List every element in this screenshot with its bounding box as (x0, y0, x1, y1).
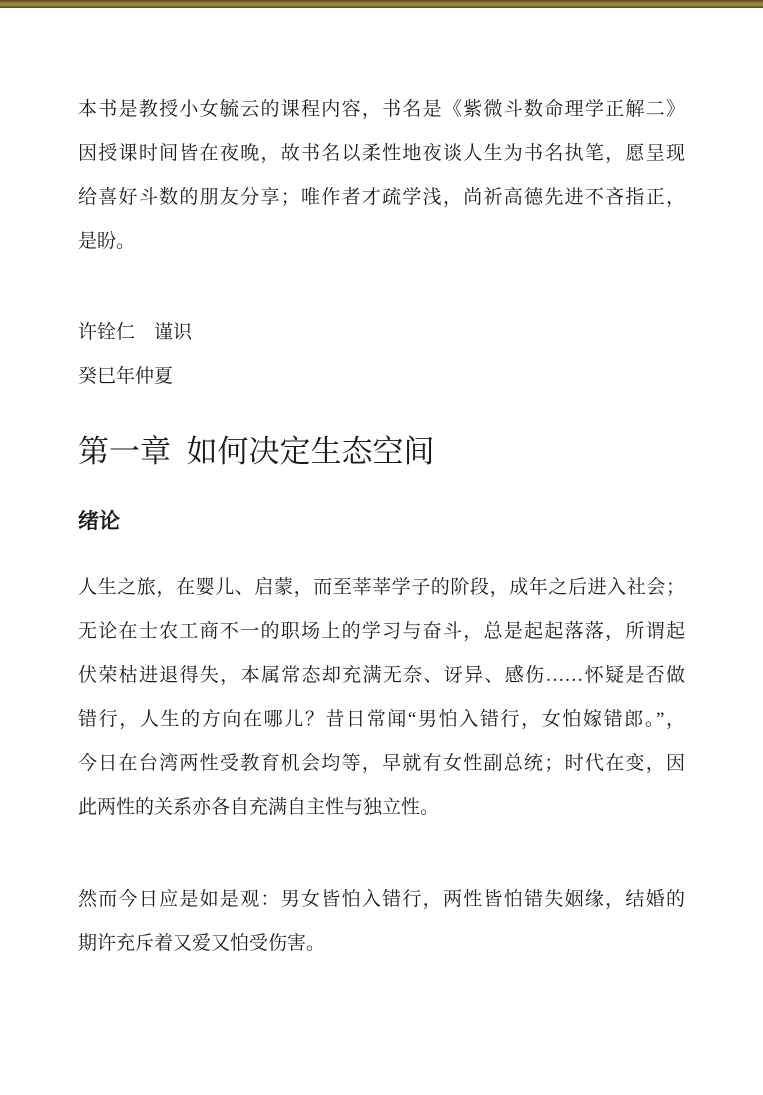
body-paragraph-1 (78, 566, 685, 830)
body-paragraph-2 (78, 878, 685, 966)
section-title: 绪论 (78, 509, 120, 533)
signature-date: 癸巳年仲夏 (78, 366, 174, 387)
signature-author: 许铨仁 谨识 (78, 322, 193, 343)
body-line: 伏荣枯进退得失，本属常态却充满无奈、讶异、感伤……怀疑是否做 (78, 665, 685, 686)
body-line: 今日在台湾两性受教育机会均等，早就有女性副总统；时代在变，因 (78, 753, 685, 774)
body-line: 然而今日应是如是观：男女皆怕入错行，两性皆怕错失姻缘，结婚的 (78, 889, 685, 910)
intro-line: 因授课时间皆在夜晚，故书名以柔性地夜谈人生为书名执笔，愿呈现 (78, 143, 685, 164)
chapter-title: 第一章 如何决定生态空间 (78, 434, 435, 469)
body-line: 期许充斥着又爱又怕受伤害。 (78, 933, 326, 954)
document-content (78, 88, 685, 966)
intro-line: 本书是教授小女毓云的课程内容，书名是《紫微斗数命理学正解二》 (78, 99, 685, 120)
body-line: 错行，人生的方向在哪儿？昔日常闻“男怕入错行，女怕嫁错郎。”， (78, 709, 685, 730)
intro-line: 给喜好斗数的朋友分享；唯作者才疏学浅，尚祈高德先进不吝指正， (78, 187, 685, 208)
body-line: 无论在士农工商不一的职场上的学习与奋斗，总是起起落落，所谓起 (78, 621, 685, 642)
body-line: 此两性的关系亦各自充满自主性与独立性。 (78, 797, 440, 818)
body-line: 人生之旅，在婴儿、启蒙，而至莘莘学子的阶段，成年之后进入社会； (78, 577, 685, 598)
intro-line: 是盼。 (78, 231, 136, 252)
signature-block (78, 311, 685, 399)
intro-paragraph (78, 88, 685, 264)
top-border-bar (0, 0, 763, 8)
